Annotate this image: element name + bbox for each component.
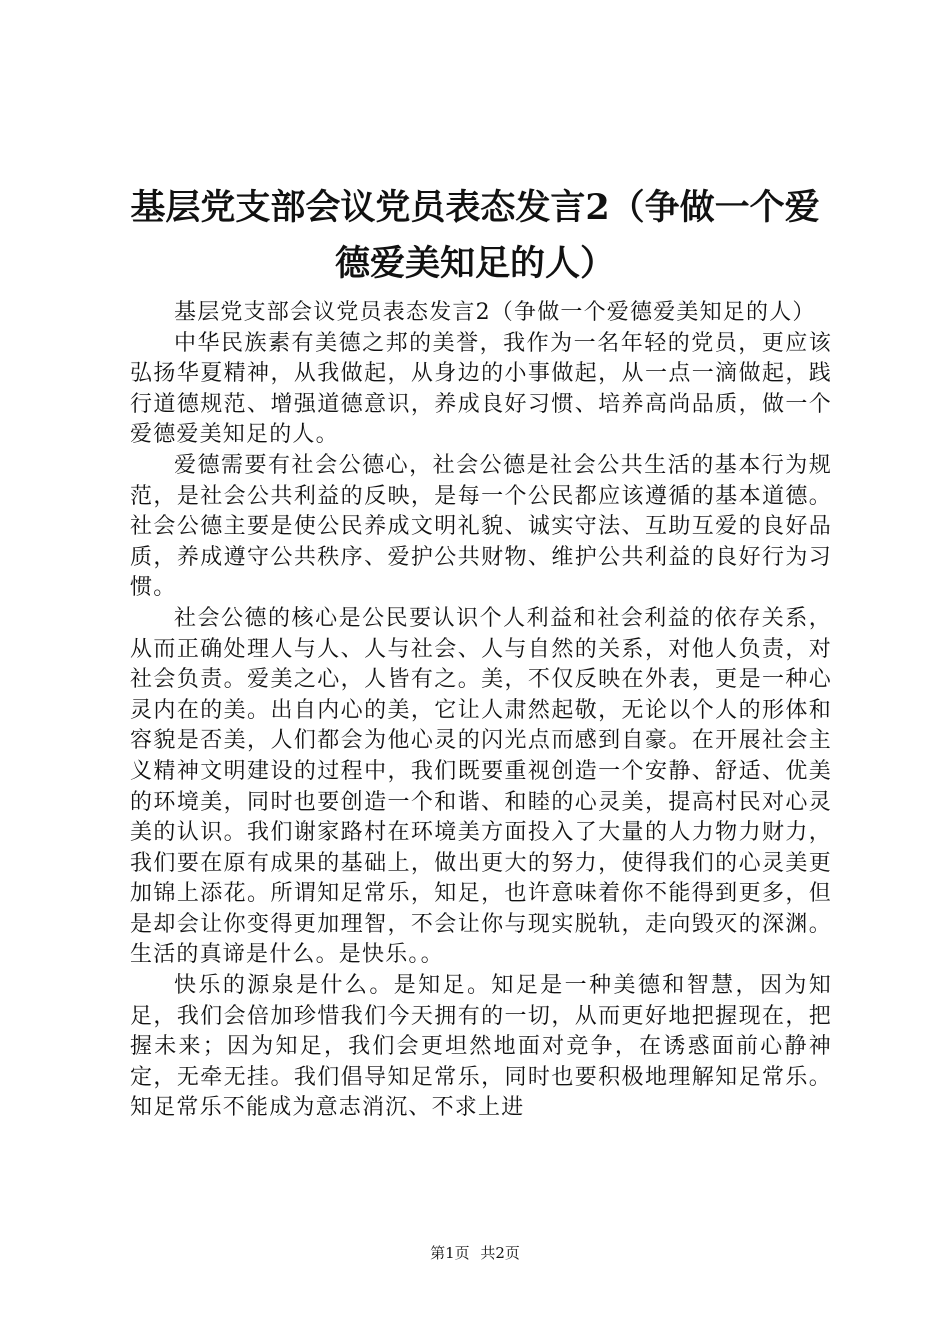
page-footer (0, 1243, 950, 1263)
paragraph: 社会公德的核心是公民要认识个人利益和社会利益的依存关系，从而正确处理人与人、人与社会、人与自然的关系，对他人负责，对社会负责。爱美之心，人皆有之。美，不仅反映在外表，更是一种心灵内在的美。出自内心的美，它让人肃然起敬，无论以个人的形体和容貌是否美，人们都会为他心灵的闪光点而感到自豪。在开展社会主义精神文明建设的过程中，我们既要重视创造一个安静、舒适、优美的环境美，同时也要创造一个和谐、和睦的心灵美，提高村民对心灵美的认识。我们谢家路村在环境美方面投入了大量的人力物力财力，我们要在原有成果的基础上，做出更大的努力，使得我们的心灵美更加锦上添花。所谓知足常乐，知足，也许意味着你不能得到更多，但是却会让你变得更加理智，不会让你与现实脱轨，走向毁灭的深渊。生活的真谛是什么。是快乐。。 (130, 605, 832, 968)
paragraph: 中华民族素有美德之邦的美誉，我作为一名年轻的党员，更应该弘扬华夏精神，从我做起，从身边的小事做起，从一点一滴做起，践行道德规范、增强道德意识，养成良好习惯、培养高尚品质，做一个爱德爱美知足的人。 (130, 330, 832, 448)
paragraph: 基层党支部会议党员表态发言2（争做一个爱德爱美知足的人） (174, 300, 816, 325)
paragraph: 爱德需要有社会公德心，社会公德是社会公共生活的基本行为规范，是社会公共利益的反映，是每一个公民都应该遵循的基本道德。社会公德主要是使公民养成文明礼貌、诚实守法、互助互爱的良好品质，养成遵守公共秩序、爱护公共财物、维护公共利益的良好行为习惯。 (130, 452, 832, 601)
paragraph: 快乐的源泉是什么。是知足。知足是一种美德和智慧，因为知足，我们会倍加珍惜我们今天拥有的一切，从而更好地把握现在，把握未来；因为知足，我们会更坦然地面对竞争，在诱惑面前心静神定，无牵无挂。我们倡导知足常乐，同时也要积极地理解知足常乐。知足常乐不能成为意志消沉、不求上进 (130, 973, 832, 1121)
document-title: 基层党支部会议党员表态发言2（争做一个爱德爱美知足的人） (130, 187, 820, 284)
page-total: 共2页 (480, 1244, 520, 1262)
page-number: 第1页 (430, 1244, 470, 1262)
document-body (130, 298, 832, 1124)
